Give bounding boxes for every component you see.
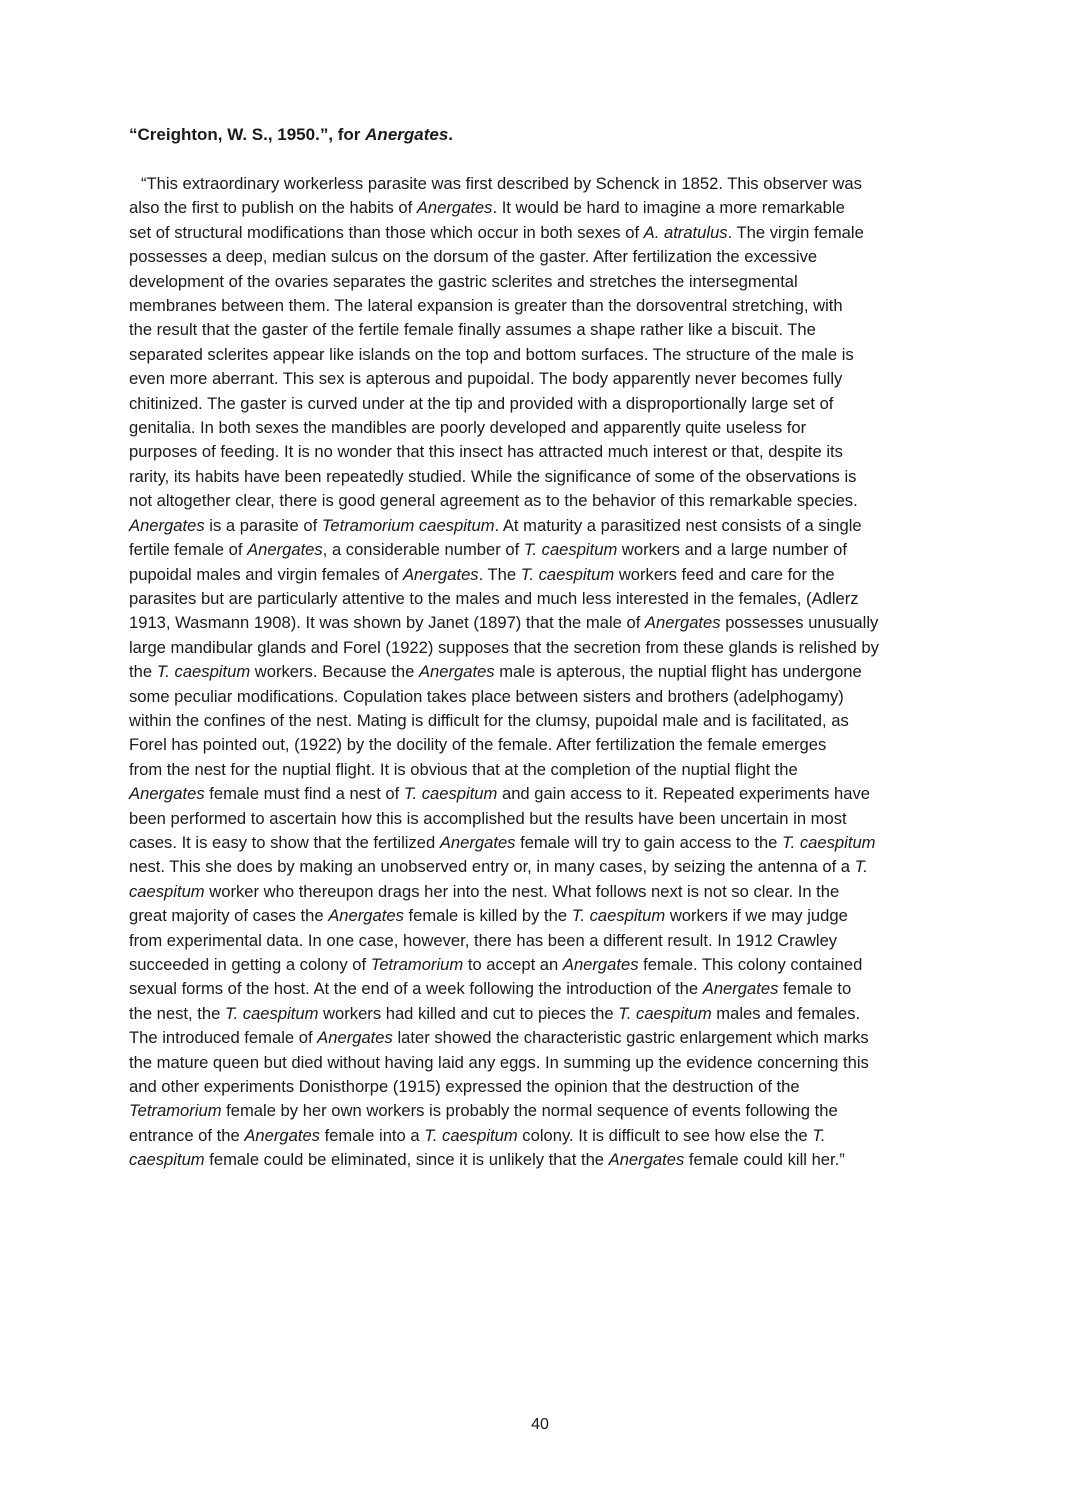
text-span: also the first to publish on the habits of bbox=[129, 198, 417, 218]
text-span: possesses a deep, median sulcus on the dorsum of the gaster. After fertilization the excessive bbox=[129, 247, 818, 267]
italic-text: T. caespitum bbox=[571, 906, 666, 926]
text-line bbox=[129, 343, 959, 367]
text-span: some peculiar modifications. Copulation takes place between sisters and brothers (adelphogamy) bbox=[129, 686, 844, 706]
text-span: development of the ovaries separates the gastric sclerites and stretches the intersegmental bbox=[129, 271, 798, 291]
italic-text: Anergates bbox=[402, 564, 479, 584]
italic-text: Anergates bbox=[608, 1150, 685, 1170]
text-span: nest. This she does by making an unobserved entry or, in many cases, by seizing the antenna of a bbox=[129, 857, 855, 877]
italic-text: Anergates bbox=[644, 613, 721, 633]
text-span: colony. It is difficult to see how else the bbox=[517, 1125, 813, 1145]
text-span: and gain access to it. Repeated experiments have bbox=[497, 784, 871, 804]
text-span: “Creighton, W. S., 1950.”, for bbox=[129, 125, 366, 144]
text-span: from the nest for the nuptial flight. It is obvious that at the completion of the nuptial flight the bbox=[129, 759, 798, 779]
italic-text: Anergates bbox=[439, 832, 516, 852]
text-line bbox=[129, 270, 959, 294]
text-span: sexual forms of the host. At the end of a week following the introduction of the bbox=[129, 979, 703, 999]
text-span: the nest, the bbox=[129, 1003, 225, 1023]
italic-text: T. bbox=[812, 1125, 826, 1145]
text-span: genitalia. In both sexes the mandibles are poorly developed and apparently quite useless for bbox=[129, 418, 807, 438]
italic-text: Anergates bbox=[562, 955, 639, 974]
italic-text: T. bbox=[854, 857, 868, 877]
text-span: cases. It is easy to show that the fertilized bbox=[129, 832, 440, 852]
italic-text: Tetramorium bbox=[129, 1101, 222, 1121]
text-span: . The bbox=[478, 564, 521, 584]
italic-text: caespitum bbox=[129, 1150, 205, 1170]
text-line bbox=[129, 1002, 959, 1026]
text-span: parasites but are particularly attentive to the males and much less interested in the females, (Adlerz bbox=[129, 588, 859, 608]
text-line bbox=[129, 685, 959, 709]
text-line bbox=[129, 758, 959, 782]
text-span: female. This colony contained bbox=[638, 955, 863, 974]
text-span: the mature queen but died without having laid any eggs. In summing up the evidence concerning this bbox=[129, 1052, 869, 1072]
text-span: membranes between them. The lateral expansion is greater than the dorsoventral stretching, with bbox=[129, 296, 843, 316]
text-span: been performed to ascertain how this is accomplished but the results have been uncertain in most bbox=[129, 808, 847, 828]
text-span: to accept an bbox=[463, 955, 563, 974]
text-span: rarity, its habits have been repeatedly studied. While the significance of some of the observations is bbox=[129, 466, 857, 486]
text-line bbox=[129, 733, 959, 757]
text-span: . It would be hard to imagine a more remarkable bbox=[492, 198, 845, 218]
italic-text: Anergates bbox=[416, 198, 493, 218]
text-span: the bbox=[129, 662, 157, 682]
text-span: female by her own workers is probably the normal sequence of events following the bbox=[221, 1101, 838, 1121]
text-span: . bbox=[448, 125, 454, 144]
text-span: female is killed by the bbox=[403, 906, 572, 926]
text-line bbox=[129, 1075, 959, 1099]
text-span: , a considerable number of bbox=[322, 540, 524, 560]
text-line bbox=[129, 807, 959, 831]
italic-text: T. caespitum bbox=[403, 784, 498, 804]
text-span: is a parasite of bbox=[204, 515, 322, 535]
text-span: within the confines of the nest. Mating is difficult for the clumsy, pupoidal male and is facilitated, as bbox=[129, 710, 849, 730]
italic-text: Anergates bbox=[365, 125, 449, 144]
text-line bbox=[129, 172, 959, 196]
italic-text: Tetramorium caespitum bbox=[321, 515, 495, 535]
text-span: Forel has pointed out, (1922) by the docility of the female. After fertilization the female emerges bbox=[129, 735, 827, 755]
text-span: the result that the gaster of the fertile female finally assumes a shape rather like a biscuit. The bbox=[129, 320, 816, 340]
italic-text: T. caespitum bbox=[224, 1003, 319, 1023]
italic-text: T. caespitum bbox=[424, 1125, 518, 1145]
text-line bbox=[129, 392, 959, 416]
text-span: “This extraordinary workerless parasite was first described by Schenck in 1852. This observer was bbox=[141, 174, 862, 193]
text-line bbox=[129, 880, 959, 904]
text-span: even more aberrant. This sex is apterous and pupoidal. The body apparently never becomes fully bbox=[129, 369, 843, 389]
italic-text: Anergates bbox=[129, 784, 205, 804]
text-span: worker who thereupon drags her into the nest. What follows next is not so clear. In the bbox=[204, 881, 840, 901]
text-span: . The virgin female bbox=[727, 222, 864, 242]
text-line bbox=[129, 538, 959, 562]
text-line bbox=[129, 440, 959, 464]
text-span: pupoidal males and virgin females of bbox=[129, 564, 403, 584]
text-span: workers. Because the bbox=[250, 662, 419, 682]
text-line bbox=[129, 660, 959, 684]
page-number: 40 bbox=[531, 1416, 549, 1433]
text-line bbox=[129, 855, 959, 879]
text-span: The introduced female of bbox=[129, 1028, 318, 1048]
text-line bbox=[129, 563, 959, 587]
text-span: and other experiments Donisthorpe (1915) expressed the opinion that the destruction of the bbox=[129, 1077, 800, 1097]
text-span: from experimental data. In one case, however, there has been a different result. In 1912 Crawley bbox=[129, 930, 838, 950]
text-span: possesses unusually bbox=[720, 613, 879, 633]
text-line bbox=[129, 1026, 959, 1050]
text-line bbox=[129, 196, 959, 220]
text-line bbox=[129, 611, 959, 635]
text-span: female could kill her.” bbox=[684, 1150, 845, 1170]
text-span: great majority of cases the bbox=[129, 906, 329, 926]
text-span: large mandibular glands and Forel (1922) supposes that the secretion from these glands is relished by bbox=[129, 637, 879, 657]
text-span: male is apterous, the nuptial flight has undergone bbox=[494, 662, 862, 682]
text-span: female must find a nest of bbox=[204, 784, 404, 804]
text-span: set of structural modifications than those which occur in both sexes of bbox=[129, 222, 644, 242]
text-line bbox=[129, 709, 959, 733]
text-span: workers had killed and cut to pieces the bbox=[318, 1003, 619, 1023]
text-line bbox=[129, 953, 959, 977]
text-span: males and females. bbox=[711, 1003, 861, 1023]
quoted-paragraph bbox=[129, 172, 959, 1173]
text-line bbox=[129, 367, 959, 391]
italic-text: A. atratulus bbox=[643, 222, 728, 242]
text-span: workers and a large number of bbox=[617, 540, 847, 560]
text-span: workers feed and care for the bbox=[614, 564, 835, 584]
text-span: female into a bbox=[319, 1125, 425, 1145]
text-span: succeeded in getting a colony of bbox=[129, 955, 371, 974]
text-line bbox=[129, 221, 959, 245]
text-span: later showed the characteristic gastric enlargement which marks bbox=[392, 1028, 869, 1048]
text-line bbox=[129, 831, 959, 855]
italic-text: T. caespitum bbox=[618, 1003, 712, 1023]
text-span: not altogether clear, there is good general agreement as to the behavior of this remarkable species. bbox=[129, 491, 858, 511]
italic-text: T. caespitum bbox=[523, 540, 618, 560]
text-line bbox=[129, 318, 959, 342]
text-span: fertile female of bbox=[129, 540, 248, 560]
italic-text: T. caespitum bbox=[782, 832, 876, 852]
italic-text: T. caespitum bbox=[156, 662, 251, 682]
text-span: purposes of feeding. It is no wonder that this insect has attracted much interest or that, despite its bbox=[129, 442, 843, 462]
italic-text: Anergates bbox=[244, 1125, 320, 1145]
text-line bbox=[129, 514, 959, 538]
text-span: female could be eliminated, since it is unlikely that the bbox=[204, 1150, 609, 1170]
italic-text: Anergates bbox=[247, 540, 323, 560]
text-span: 1913, Wasmann 1908). It was shown by Janet (1897) that the male of bbox=[129, 613, 645, 633]
text-line bbox=[129, 929, 959, 953]
italic-text: Tetramorium bbox=[370, 955, 464, 974]
italic-text: caespitum bbox=[129, 881, 205, 901]
italic-text: Anergates bbox=[702, 979, 779, 999]
section-heading bbox=[129, 124, 959, 146]
text-line bbox=[129, 782, 959, 806]
text-span: female will try to gain access to the bbox=[515, 832, 783, 852]
text-span: entrance of the bbox=[129, 1125, 245, 1145]
text-span: separated sclerites appear like islands on the top and bottom surfaces. The structure of the male is bbox=[129, 344, 854, 364]
italic-text: Anergates bbox=[129, 515, 205, 535]
text-line bbox=[129, 489, 959, 513]
text-line bbox=[129, 977, 959, 1001]
italic-text: Anergates bbox=[328, 906, 404, 926]
text-line bbox=[129, 465, 959, 489]
text-line bbox=[129, 245, 959, 269]
text-line bbox=[129, 1124, 959, 1148]
text-span: chitinized. The gaster is curved under at the tip and provided with a disproportionally large set of bbox=[129, 393, 834, 413]
text-line bbox=[129, 587, 959, 611]
text-span: female to bbox=[778, 979, 852, 999]
text-line bbox=[129, 904, 959, 928]
text-span: . At maturity a parasitized nest consists of a single bbox=[494, 515, 862, 535]
text-line bbox=[129, 1148, 959, 1172]
text-span: workers if we may judge bbox=[665, 906, 848, 926]
text-line bbox=[129, 294, 959, 318]
text-line bbox=[129, 416, 959, 440]
text-line bbox=[129, 1051, 959, 1075]
italic-text: Anergates bbox=[418, 662, 495, 682]
italic-text: Anergates bbox=[317, 1028, 393, 1048]
italic-text: T. caespitum bbox=[520, 564, 615, 584]
text-line bbox=[129, 1099, 959, 1123]
text-line bbox=[129, 636, 959, 660]
